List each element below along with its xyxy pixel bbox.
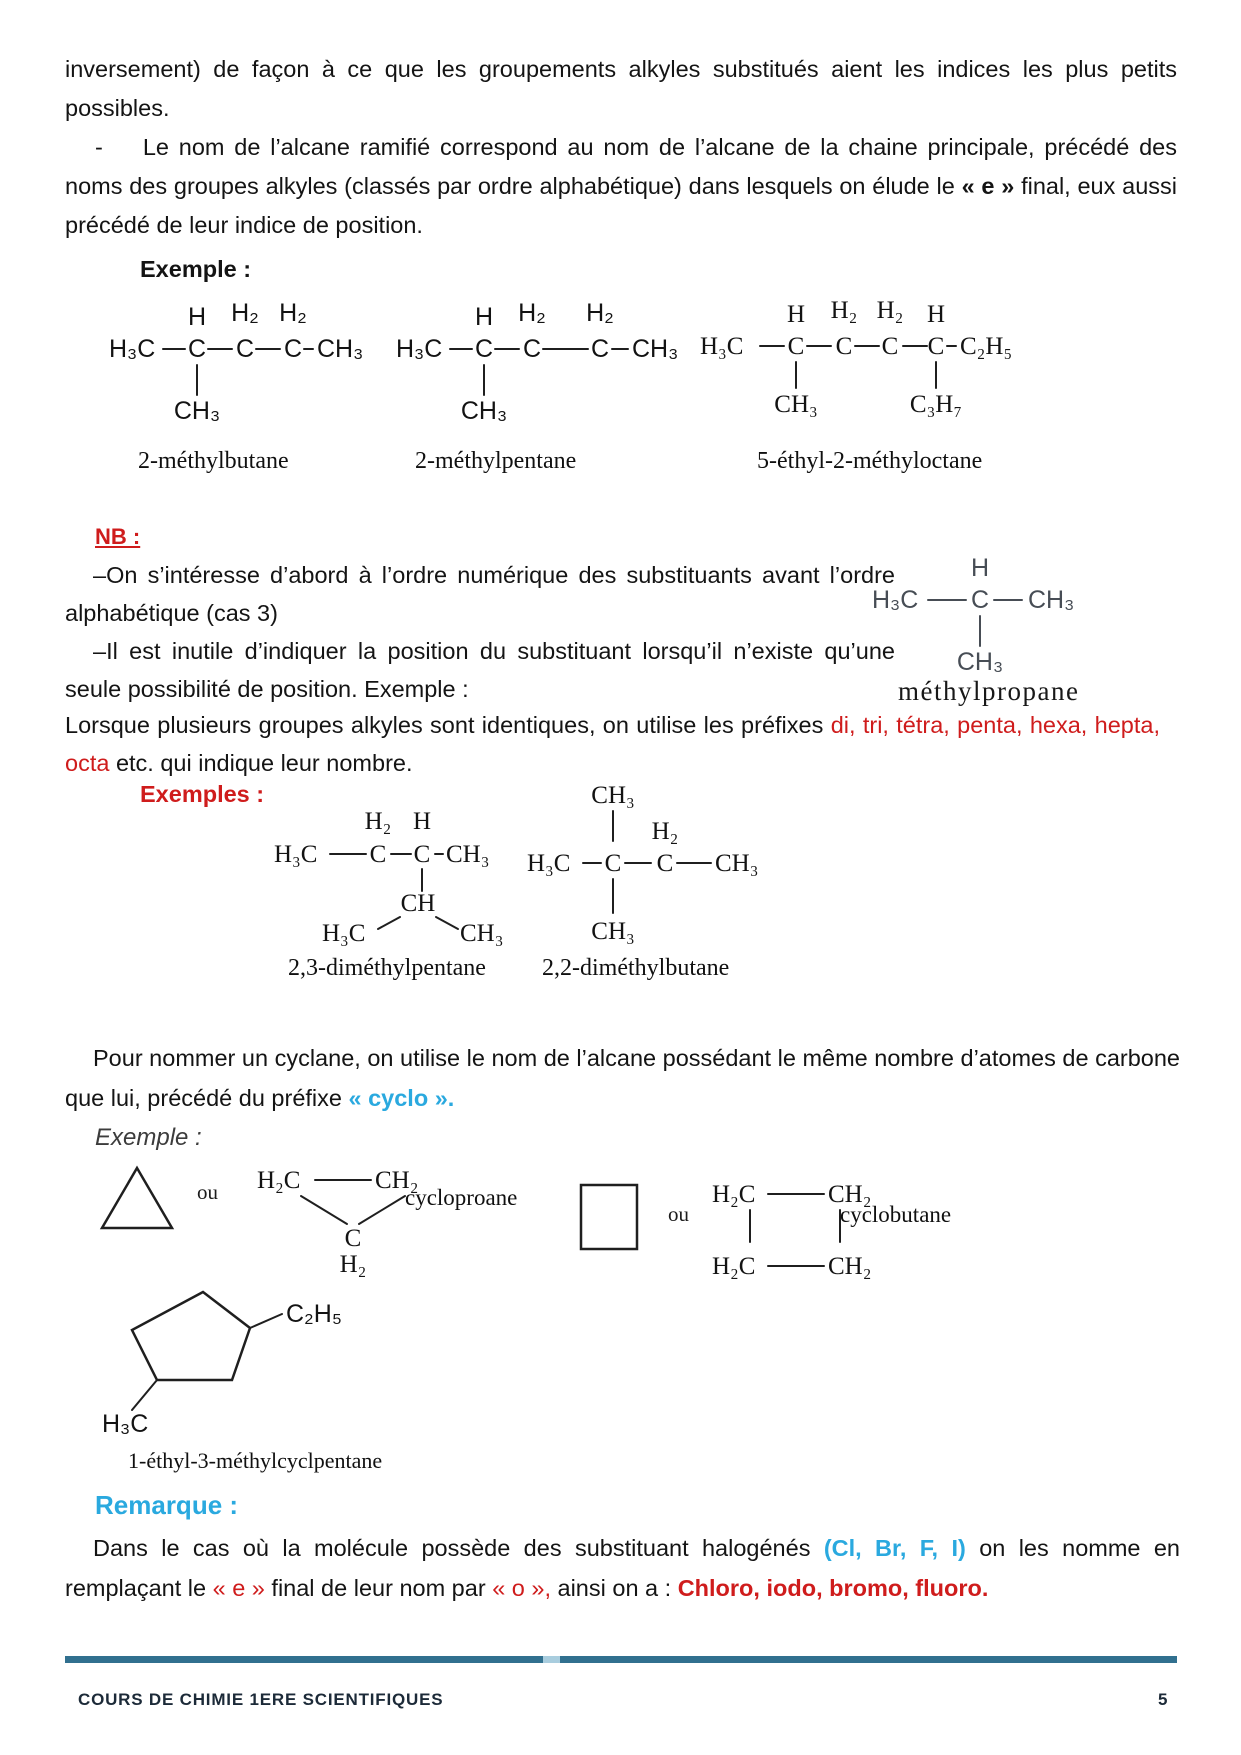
atom-label: H₃C bbox=[102, 1410, 149, 1438]
halogens-text-3: final de leur nom par bbox=[264, 1575, 493, 1601]
list-dash: - bbox=[95, 134, 103, 160]
atom-label: H₃C bbox=[396, 335, 443, 363]
cyclane-text: Pour nommer un cyclane, on utilise le nom de l’alcane possédant le même nombre d’atomes de carbone que lui, précédé du préfixe bbox=[65, 1045, 1180, 1111]
structure-name-cyclobutane: cyclobutane bbox=[840, 1202, 952, 1227]
atom-label: H₃C bbox=[322, 920, 366, 947]
exemples-heading: Exemples : bbox=[140, 781, 265, 807]
atom-label: H₂ bbox=[651, 818, 679, 845]
atom-label: C bbox=[590, 335, 610, 363]
atom-label: H₃C bbox=[872, 586, 919, 614]
paragraph-naming-rule bbox=[65, 128, 1177, 245]
atom-label: H₂ bbox=[830, 297, 858, 324]
footer-divider-light-segment bbox=[543, 1656, 560, 1663]
bond bbox=[359, 1196, 405, 1224]
structure-cyclobutane bbox=[710, 1174, 905, 1286]
atom-label: CH₂ bbox=[375, 1167, 419, 1194]
atom-label: CH₂ bbox=[828, 1181, 872, 1208]
paragraph-halogens bbox=[65, 1528, 1180, 1608]
pentagon-shape bbox=[132, 1292, 250, 1380]
prefixes-text: Lorsque plusieurs groupes alkyles sont identiques, on utilise les préfixes bbox=[65, 712, 831, 738]
structure-name-1-ethyl-3-methylcyclopentane: 1-éthyl-3-méthylcyclpentane bbox=[128, 1448, 383, 1473]
exemple-italic-heading: Exemple : bbox=[95, 1124, 202, 1151]
footer-course-title: COURS DE CHIMIE 1ERE SCIENTIFIQUES bbox=[78, 1690, 444, 1709]
atom-label: C bbox=[187, 335, 207, 363]
cyclopropane-triangle-shape bbox=[98, 1164, 176, 1232]
atom-label: C bbox=[656, 850, 674, 877]
atom-label: H bbox=[786, 301, 806, 328]
footer-page-number: 5 bbox=[1158, 1690, 1169, 1709]
atom-label: CH₃ bbox=[460, 920, 504, 947]
footer-divider-bar bbox=[65, 1656, 1177, 1663]
atom-label: CH₃ bbox=[715, 850, 759, 877]
bond bbox=[301, 1196, 347, 1224]
atom-label: H bbox=[412, 808, 432, 835]
atom-label: H bbox=[187, 303, 207, 331]
atom-label: C bbox=[787, 333, 805, 360]
atom-label: H₃C bbox=[109, 335, 156, 363]
ou-connector-2: ou bbox=[668, 1202, 689, 1226]
atom-label: H₂C bbox=[712, 1181, 756, 1208]
structure-methylpropane bbox=[868, 550, 1103, 675]
atom-label: C bbox=[522, 335, 542, 363]
bond bbox=[436, 917, 458, 929]
atom-label: C bbox=[835, 333, 853, 360]
atom-label: CH bbox=[400, 890, 436, 917]
atom-label: C bbox=[369, 841, 387, 868]
atom-label: C bbox=[235, 335, 255, 363]
naming-rule-text-end: final, eux aussi précédé de leur indice de position. bbox=[65, 173, 1177, 238]
atom-label: C bbox=[283, 335, 303, 363]
halogens-text-2: on les nomme en remplaçant le bbox=[65, 1535, 1181, 1601]
quoted-e-bold: « e » bbox=[961, 173, 1015, 199]
structure-1-ethyl-3-methylcyclopentane bbox=[100, 1288, 360, 1438]
atom-label: CH₃ bbox=[460, 397, 508, 425]
triangle-shape bbox=[102, 1168, 172, 1228]
nb-heading: NB : bbox=[95, 524, 141, 549]
atom-label: CH₃ bbox=[774, 391, 818, 418]
structure-5-ethyl-2-methyloctane bbox=[698, 290, 1038, 425]
atom-label: H₂ bbox=[231, 299, 259, 327]
bond bbox=[378, 917, 400, 929]
atom-label: H bbox=[970, 554, 990, 582]
halogens-text-4: ainsi on a : bbox=[550, 1575, 678, 1601]
structure-name-2-methylpentane: 2-méthylpentane bbox=[415, 448, 577, 474]
cyclo-prefix-blue: « cyclo ». bbox=[348, 1085, 455, 1111]
atom-label: H₂C bbox=[712, 1253, 756, 1280]
atom-label: CH₃ bbox=[1028, 586, 1075, 614]
atom-label: C bbox=[604, 850, 622, 877]
atom-label: H₃C bbox=[700, 333, 744, 360]
structure-name-cyclopropane: cycloproane bbox=[405, 1185, 518, 1210]
halogens-list-blue: (Cl, Br, F, I) bbox=[823, 1535, 966, 1561]
atom-label: H bbox=[474, 303, 494, 331]
structure-name-22-dimethylbutane: 2,2-diméthylbutane bbox=[542, 955, 730, 981]
atom-label: CH₂ bbox=[828, 1253, 872, 1280]
nb-section bbox=[65, 556, 895, 708]
ou-connector-1: ou bbox=[197, 1180, 218, 1204]
nb-paragraph-1: –On s’intéresse d’abord à l’ordre numérique des substituants avant l’ordre alphabétique (cas 3) bbox=[65, 562, 895, 626]
atom-label: H₃C bbox=[527, 850, 571, 877]
prefixes-red-list: di, tri, tétra, penta, hexa, hepta, octa bbox=[65, 712, 1160, 776]
structure-name-2-methylbutane: 2-méthylbutane bbox=[138, 448, 289, 474]
atom-label: C bbox=[474, 335, 494, 363]
paragraph-cyclane bbox=[65, 1038, 1180, 1118]
paragraph-intro: inversement) de façon à ce que les groupements alkyles substitués aient les indices les plus petits possibles. bbox=[65, 56, 1177, 121]
bond bbox=[250, 1314, 282, 1328]
atom-label: C bbox=[881, 333, 899, 360]
atom-label: H₂ bbox=[339, 1251, 367, 1278]
structure-2-methylbutane bbox=[105, 295, 370, 430]
prefixes-text-end: etc. qui indique leur nombre. bbox=[109, 750, 413, 776]
structure-name-methylpropane: méthylpropane bbox=[898, 676, 1080, 706]
structure-cyclopropane bbox=[255, 1158, 470, 1283]
square-shape bbox=[581, 1185, 637, 1249]
quoted-e-red: « e » bbox=[212, 1575, 265, 1601]
structure-23-dimethylpentane bbox=[272, 805, 522, 945]
structure-name-5-ethyl-2-methyloctane: 5-éthyl-2-méthyloctane bbox=[757, 448, 983, 474]
halogen-names-red: Chloro, iodo, bromo, fluoro. bbox=[677, 1575, 989, 1601]
structure-2-methylpentane bbox=[392, 295, 692, 430]
atom-label: H₂C bbox=[257, 1167, 301, 1194]
atom-label: CH₃ bbox=[446, 841, 490, 868]
atom-label: H₂ bbox=[586, 299, 614, 327]
atom-label: H₂ bbox=[876, 297, 904, 324]
atom-label: C₂H₅ bbox=[286, 1300, 342, 1328]
atom-label: C bbox=[344, 1225, 362, 1252]
atom-label: C₃H₇ bbox=[909, 391, 963, 418]
atom-label: CH₃ bbox=[956, 648, 1004, 676]
atom-label: C₂H₅ bbox=[960, 333, 1013, 360]
nb-paragraph-2: –Il est inutile d’indiquer la position du substituant lorsqu’il n’existe qu’une seule possibilité de position. Exemple : bbox=[65, 638, 895, 702]
atom-label: CH₃ bbox=[591, 918, 635, 945]
cyclobutane-square-shape bbox=[578, 1182, 640, 1252]
bond bbox=[132, 1380, 157, 1410]
atom-label: H₂ bbox=[279, 299, 307, 327]
atom-label: CH₃ bbox=[173, 397, 221, 425]
atom-label: H₃C bbox=[274, 841, 318, 868]
atom-label: H₂ bbox=[518, 299, 546, 327]
naming-rule-text: Le nom de l’alcane ramifié correspond au nom de l’alcane de la chaine principale, précédé des noms des groupes alkyles (classés par ordre alphabétique) dans lesquels on élude le bbox=[65, 134, 1177, 199]
atom-label: C bbox=[970, 586, 990, 614]
paragraph-prefixes bbox=[65, 706, 1160, 782]
remarque-heading: Remarque : bbox=[95, 1490, 239, 1520]
atom-label: H bbox=[926, 301, 946, 328]
atom-label: CH₃ bbox=[591, 782, 635, 809]
structure-22-dimethylbutane bbox=[525, 775, 760, 955]
atom-label: C bbox=[927, 333, 945, 360]
atom-label: CH₃ bbox=[632, 335, 679, 363]
halogens-text: Dans le cas où la molécule possède des substituant halogénés bbox=[93, 1535, 824, 1561]
exemple-heading: Exemple : bbox=[140, 256, 252, 282]
atom-label: H₂ bbox=[364, 808, 392, 835]
atom-label: CH₃ bbox=[317, 335, 364, 363]
quoted-o-red: « o », bbox=[492, 1575, 551, 1601]
atom-label: C bbox=[413, 841, 431, 868]
structure-name-23-dimethylpentane: 2,3-diméthylpentane bbox=[288, 955, 486, 981]
